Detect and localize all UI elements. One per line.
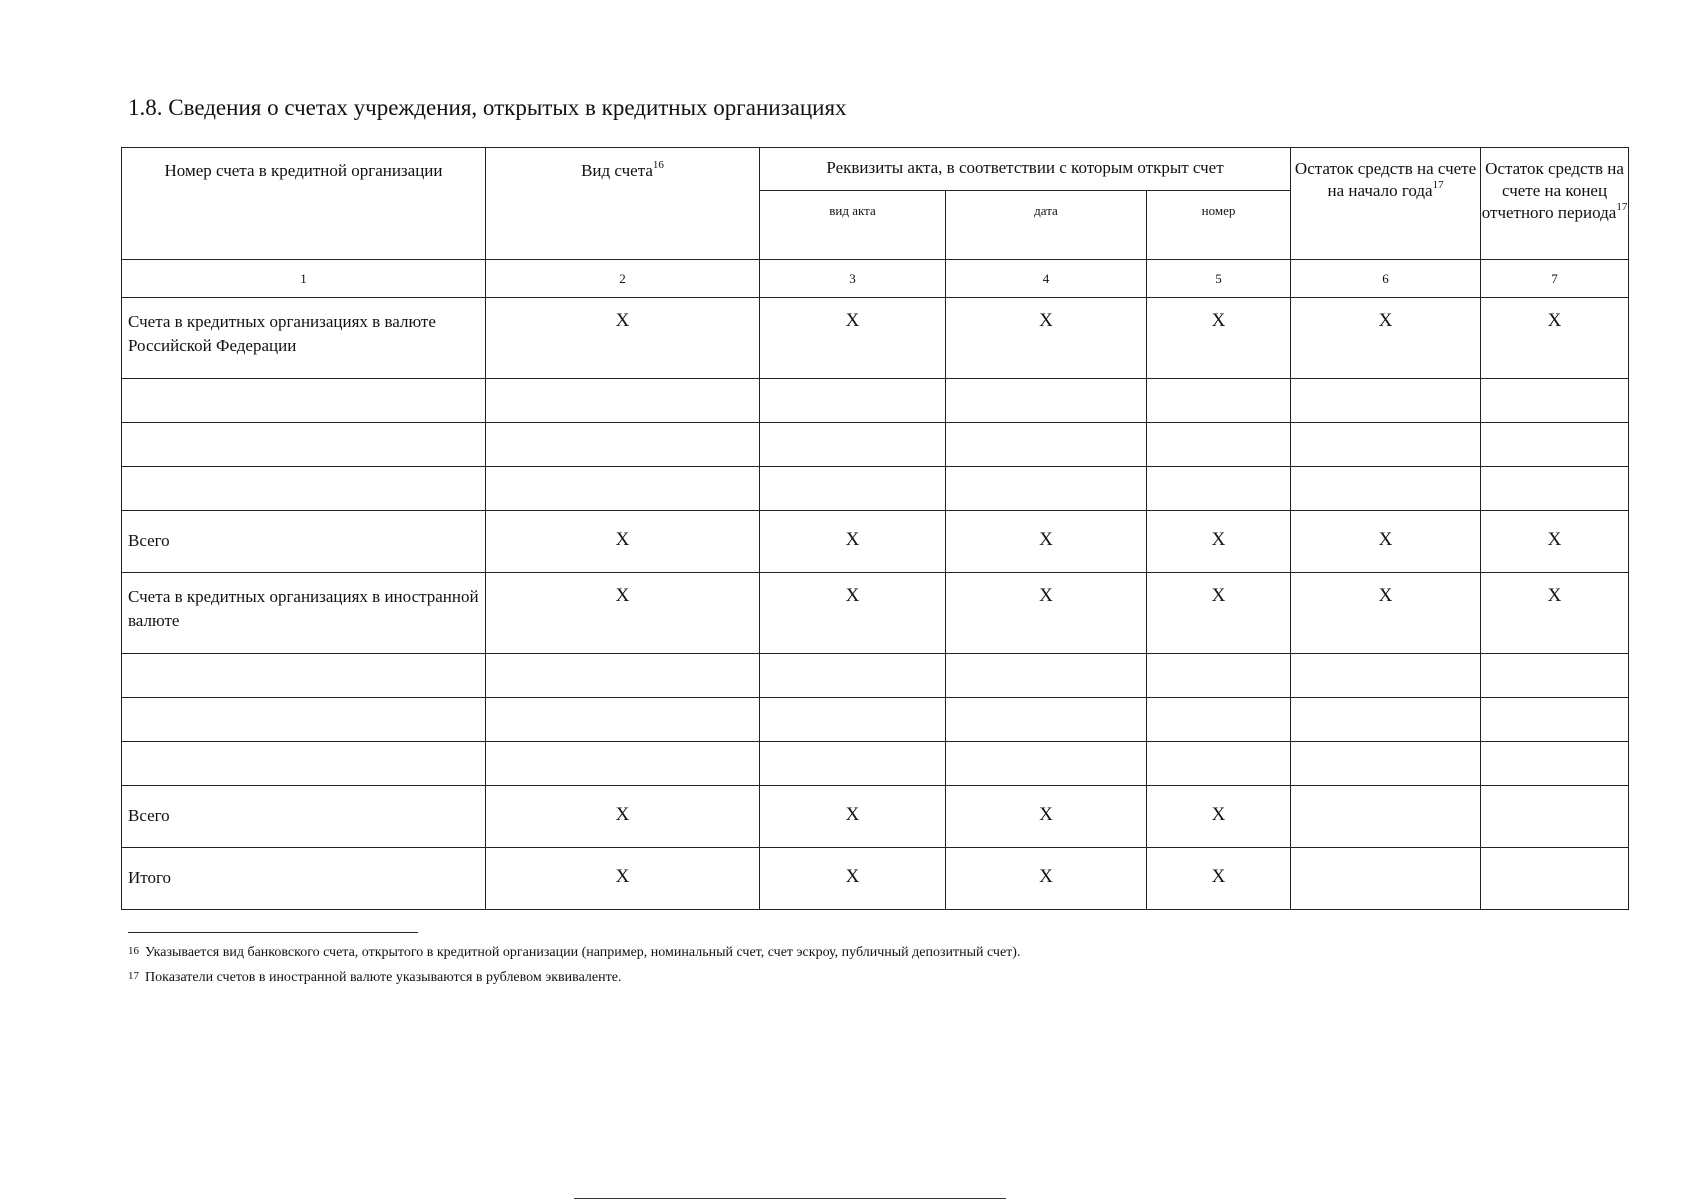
- header-balance-start: Остаток средств на счете на начало года$^{17}$: [1291, 148, 1481, 260]
- x-mark: X: [1481, 511, 1629, 573]
- empty-cell[interactable]: [486, 698, 760, 742]
- foreign-accounts-group-row: [122, 573, 1629, 654]
- empty-cell[interactable]: [486, 467, 760, 511]
- column-number: 6: [1291, 260, 1481, 298]
- x-mark: X: [1291, 511, 1481, 573]
- header-row: [122, 148, 1629, 191]
- empty-cell[interactable]: [1481, 848, 1629, 910]
- column-number: 1: [122, 260, 486, 298]
- header-act-number: номер: [1147, 191, 1291, 260]
- table-row: [122, 467, 1629, 511]
- empty-cell[interactable]: [1481, 467, 1629, 511]
- row-label: Всего: [122, 786, 486, 848]
- header-act-type: вид акта: [760, 191, 946, 260]
- header-act-details: Реквизиты акта, в соответствии с которым открыт счет: [760, 148, 1291, 191]
- x-mark: X: [760, 786, 946, 848]
- x-mark: X: [946, 511, 1147, 573]
- footnote-ref-17: 17: [1616, 201, 1628, 213]
- row-label: Всего: [122, 511, 486, 573]
- empty-cell[interactable]: [946, 379, 1147, 423]
- row-label: Итого: [122, 848, 486, 910]
- empty-cell[interactable]: [122, 467, 486, 511]
- empty-cell[interactable]: [1481, 698, 1629, 742]
- empty-cell[interactable]: [486, 423, 760, 467]
- x-mark: X: [1481, 573, 1629, 654]
- empty-cell[interactable]: [486, 742, 760, 786]
- empty-cell[interactable]: [1147, 698, 1291, 742]
- x-mark: X: [1147, 298, 1291, 379]
- column-number: 5: [1147, 260, 1291, 298]
- empty-cell[interactable]: [1147, 742, 1291, 786]
- footnote-text: Указывается вид банковского счета, открытого в кредитной организации (например, номинальный счет, счет эскроу, публичный депозитный счет).: [145, 945, 1021, 960]
- empty-cell[interactable]: [122, 423, 486, 467]
- x-mark: X: [946, 573, 1147, 654]
- empty-cell[interactable]: [760, 379, 946, 423]
- x-mark: X: [486, 298, 760, 379]
- table-row: [122, 742, 1629, 786]
- column-number: 2: [486, 260, 760, 298]
- empty-cell[interactable]: [1291, 848, 1481, 910]
- empty-cell[interactable]: [1291, 786, 1481, 848]
- header-account-number: Номер счета в кредитной организации: [122, 148, 486, 260]
- empty-cell[interactable]: [760, 698, 946, 742]
- footnote-mark: 16: [128, 945, 139, 957]
- empty-cell[interactable]: [946, 654, 1147, 698]
- x-mark: X: [486, 786, 760, 848]
- row-label: Счета в кредитных организациях в валюте Российской Федерации: [122, 298, 486, 379]
- rub-accounts-group-row: [122, 298, 1629, 379]
- x-mark: X: [1291, 573, 1481, 654]
- empty-cell[interactable]: [946, 423, 1147, 467]
- x-mark: X: [946, 298, 1147, 379]
- empty-cell[interactable]: [760, 467, 946, 511]
- empty-cell[interactable]: [122, 698, 486, 742]
- x-mark: X: [1147, 786, 1291, 848]
- bottom-line: [574, 1198, 1006, 1199]
- empty-cell[interactable]: [1291, 654, 1481, 698]
- empty-cell[interactable]: [1481, 423, 1629, 467]
- empty-cell[interactable]: [760, 742, 946, 786]
- table-row: [122, 379, 1629, 423]
- empty-cell[interactable]: [1481, 742, 1629, 786]
- empty-cell[interactable]: [1291, 423, 1481, 467]
- empty-cell[interactable]: [1291, 379, 1481, 423]
- x-mark: X: [486, 511, 760, 573]
- rub-total-row: [122, 511, 1629, 573]
- row-label: Счета в кредитных организациях в иностранной валюте: [122, 573, 486, 654]
- empty-cell[interactable]: [1147, 379, 1291, 423]
- empty-cell[interactable]: [760, 654, 946, 698]
- column-number: 4: [946, 260, 1147, 298]
- x-mark: X: [946, 786, 1147, 848]
- empty-cell[interactable]: [122, 654, 486, 698]
- footnote-ref-17: 17: [1432, 179, 1444, 191]
- x-mark: X: [1291, 298, 1481, 379]
- section-title: 1.8. Сведения о счетах учреждения, открытых в кредитных организациях: [128, 95, 847, 120]
- empty-cell[interactable]: [1481, 654, 1629, 698]
- header-account-type: Вид счета$^{16}$: [486, 148, 760, 260]
- x-mark: X: [760, 511, 946, 573]
- empty-cell[interactable]: [946, 467, 1147, 511]
- empty-cell[interactable]: [1291, 742, 1481, 786]
- empty-cell[interactable]: [1147, 654, 1291, 698]
- x-mark: X: [486, 848, 760, 910]
- empty-cell[interactable]: [1291, 698, 1481, 742]
- table-row: [122, 654, 1629, 698]
- table-row: [122, 698, 1629, 742]
- empty-cell[interactable]: [1291, 467, 1481, 511]
- empty-cell[interactable]: [1481, 379, 1629, 423]
- empty-cell[interactable]: [486, 654, 760, 698]
- foreign-total-row: [122, 786, 1629, 848]
- footnote-mark: 17: [128, 970, 139, 982]
- x-mark: X: [760, 573, 946, 654]
- footnote-16: [128, 945, 1020, 961]
- footnote-text: Показатели счетов в иностранной валюте указываются в рублевом эквиваленте.: [145, 970, 622, 985]
- x-mark: X: [760, 848, 946, 910]
- column-numbers-row: [122, 260, 1629, 298]
- x-mark: X: [946, 848, 1147, 910]
- empty-cell[interactable]: [1147, 423, 1291, 467]
- accounts-table: [121, 147, 1629, 910]
- grand-total-row: [122, 848, 1629, 910]
- x-mark: X: [1147, 848, 1291, 910]
- empty-cell[interactable]: [760, 423, 946, 467]
- footnote-ref-16: 16: [652, 159, 664, 171]
- empty-cell[interactable]: [946, 698, 1147, 742]
- empty-cell[interactable]: [122, 742, 486, 786]
- header-balance-end: Остаток средств на счете на конец отчетного периода$^{17}$: [1481, 148, 1629, 260]
- empty-cell[interactable]: [1147, 467, 1291, 511]
- empty-cell[interactable]: [486, 379, 760, 423]
- x-mark: X: [1481, 298, 1629, 379]
- x-mark: X: [1147, 573, 1291, 654]
- empty-cell[interactable]: [946, 742, 1147, 786]
- footnote-divider: [128, 932, 418, 933]
- x-mark: X: [760, 298, 946, 379]
- table-row: [122, 423, 1629, 467]
- column-number: 3: [760, 260, 946, 298]
- header-act-date: дата: [946, 191, 1147, 260]
- footnote-17: [128, 970, 621, 986]
- x-mark: X: [1147, 511, 1291, 573]
- x-mark: X: [486, 573, 760, 654]
- empty-cell[interactable]: [1481, 786, 1629, 848]
- column-number: 7: [1481, 260, 1629, 298]
- empty-cell[interactable]: [122, 379, 486, 423]
